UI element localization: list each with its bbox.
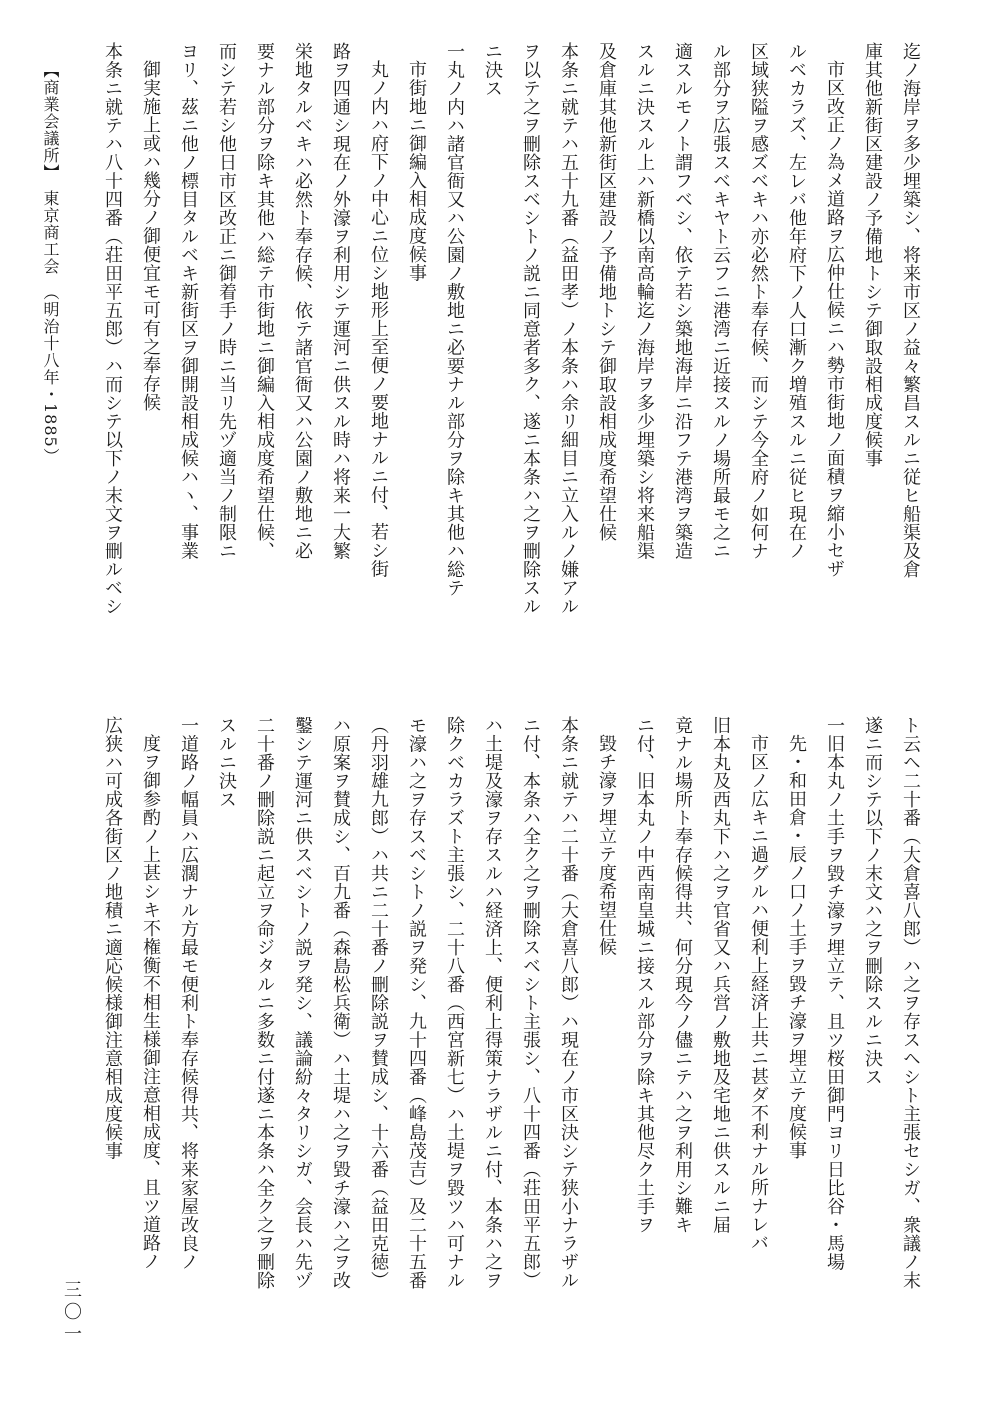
text-line: 先・和田倉・辰ノ口ノ土手ヲ毀チ濠ヲ埋立テ度候事	[786, 734, 807, 1160]
text-line: 路ヲ四通シ現在ノ外濠ヲ利用シテ運河ニ供スル時ハ将来一大繁	[330, 42, 351, 560]
text-line: ヨリ、茲ニ他ノ標目タルベキ新街区ヲ御開設相成候ハヽ、事業	[178, 42, 199, 560]
text-line: 本条ニ就テハ五十九番（益田孝）ノ本条ハ余リ細目ニ立入ルノ嫌アル	[558, 42, 579, 616]
text-line: 度ヲ御参酌ノ上甚シキ不権衡不相生様御注意相成度、且ツ道路ノ	[140, 734, 161, 1271]
text-line: 迄ノ海岸ヲ多少埋築シ、将来市区ノ益々繁昌スルニ従ヒ船渠及倉	[900, 42, 921, 579]
text-line: 市区改正ノ為メ道路ヲ広仲仕候ニハ勢市街地ノ面積ヲ縮小セザ	[824, 60, 845, 578]
text-line: 而シテ若シ他日市区改正ニ御着手ノ時ニ当リ先ヅ適当ノ制限ニ	[216, 42, 237, 560]
text-line: スルニ決ス	[216, 716, 237, 809]
text-line: 竟ナル場所ト奉存候得共、何分現今ノ儘ニテハ之ヲ利用シ難キ	[672, 716, 693, 1234]
text-line: 鑿シテ運河ニ供スベシトノ説ヲ発シ、議論紛々タリシガ、会長ハ先ヅ	[292, 716, 313, 1290]
text-line: ニ付、旧本丸ノ中西南皇城ニ接スル部分ヲ除キ其他尽ク土手ヲ	[634, 716, 655, 1234]
text-line: ル部分ヲ広張スベキヤト云フニ港湾ニ近接スルノ場所最モ之ニ	[710, 42, 731, 560]
text-line: 市区ノ広キニ過グルハ便利上経済上共ニ甚ダ不利ナル所ナレバ	[748, 734, 769, 1252]
text-line: ニ付、本条ハ全ク之ヲ刪除スベシト主張シ、八十四番（荘田平五郎）	[520, 716, 541, 1290]
text-line: 本条ニ就テハ八十四番（荘田平五郎）ハ而シテ以下ノ末文ヲ刪ルベシ	[102, 42, 123, 616]
text-line: ルベカラズ、左レバ他年府下ノ人口漸ク増殖スルニ従ヒ現在ノ	[786, 42, 807, 560]
text-line: モ濠ハ之ヲ存スベシトノ説ヲ発シ、九十四番（峰島茂吉）及二十五番	[406, 716, 427, 1290]
text-line: ハ土堤及濠ヲ存スルハ経済上、便利上得策ナラザルニ付、本条ハ之ヲ	[482, 716, 503, 1290]
text-line: 適スルモノト謂フベシ、依テ若シ築地海岸ニ沿フテ港湾ヲ築造	[672, 42, 693, 560]
text-line: ニ決ス	[482, 42, 503, 98]
text-line: 一丸ノ内ハ諸官衙又ハ公園ノ敷地ニ必要ナル部分ヲ除キ其他ハ総テ	[444, 42, 465, 597]
text-line: 遂ニ而シテ以下ノ末文ハ之ヲ刪除スルニ決ス	[862, 716, 883, 1086]
upper-text-block	[93, 42, 929, 662]
text-line: ヲ以テ之ヲ刪除スベシトノ説ニ同意者多ク、遂ニ本条ハ之ヲ刪除スル	[520, 42, 541, 616]
text-line: 市街地ニ御編入相成度候事	[406, 60, 427, 282]
text-line: 毀チ濠ヲ埋立テ度希望仕候	[596, 734, 617, 956]
page-number: 三〇一	[61, 1280, 82, 1346]
text-line: ト云ヘ二十番（大倉喜八郎）ハ之ヲ存スヘシト主張セシガ、衆議ノ末	[900, 716, 921, 1290]
text-line: 一旧本丸ノ土手ヲ毀チ濠ヲ埋立テ、且ツ桜田御門ヨリ日比谷・馬場	[824, 716, 845, 1271]
text-line: ハ原案ヲ賛成シ、百九番（森島松兵衛）ハ土堤ハ之ヲ毀チ濠ハ之ヲ改	[330, 716, 351, 1290]
text-line: 本条ニ就テハ二十番（大倉喜八郎）ハ現在ノ市区決シテ狭小ナラザル	[558, 716, 579, 1290]
text-line: 除クベカラズト主張シ、二十八番（西宮新七）ハ土堤ヲ毀ツハ可ナル	[444, 716, 465, 1290]
text-line: スルニ決スル上ハ新橋以南高輪迄ノ海岸ヲ多少埋築シ将来船渠	[634, 42, 655, 560]
text-line: 要ナル部分ヲ除キ其他ハ総テ市街地ニ御編入相成度希望仕候、	[254, 42, 275, 560]
text-line: 及倉庫其他新街区建設ノ予備地トシテ御取設相成度希望仕候	[596, 42, 617, 542]
text-line: （丹羽雄九郎）ハ共ニ二十番ノ刪除説ヲ賛成シ、十六番（益田克徳）	[368, 716, 389, 1290]
text-line: 庫其他新街区建設ノ予備地トシテ御取設相成度候事	[862, 42, 883, 468]
running-footer: 【商業会議所】 東京商工会 （明治十八年・1885）	[41, 62, 60, 465]
text-line: 区域狭隘ヲ感ズベキハ亦必然ト奉存候、而シテ今全府ノ如何ナ	[748, 42, 769, 560]
text-line: 栄地タルベキハ必然ト奉存候、依テ諸官衙又ハ公園ノ敷地ニ必	[292, 42, 313, 560]
text-line: 丸ノ内ハ府下ノ中心ニ位シ地形上至便ノ要地ナルニ付、若シ街	[368, 60, 389, 578]
text-line: 旧本丸及西丸下ハ之ヲ官省又ハ兵営ノ敷地及宅地ニ供スルニ届	[710, 716, 731, 1234]
text-line: 一道路ノ幅員ハ広濶ナル方最モ便利ト奉存候得共、将来家屋改良ノ	[178, 716, 199, 1271]
text-line: 御実施上或ハ幾分ノ御便宜モ可有之奉存候	[140, 60, 161, 412]
text-line: 広狭ハ可成各街区ノ地積ニ適応候様御注意相成度候事	[102, 716, 123, 1160]
lower-text-block	[93, 716, 929, 1336]
text-line: 二十番ノ刪除説ニ起立ヲ命ジタルニ多数ニ付遂ニ本条ハ全ク之ヲ刪除	[254, 716, 275, 1290]
